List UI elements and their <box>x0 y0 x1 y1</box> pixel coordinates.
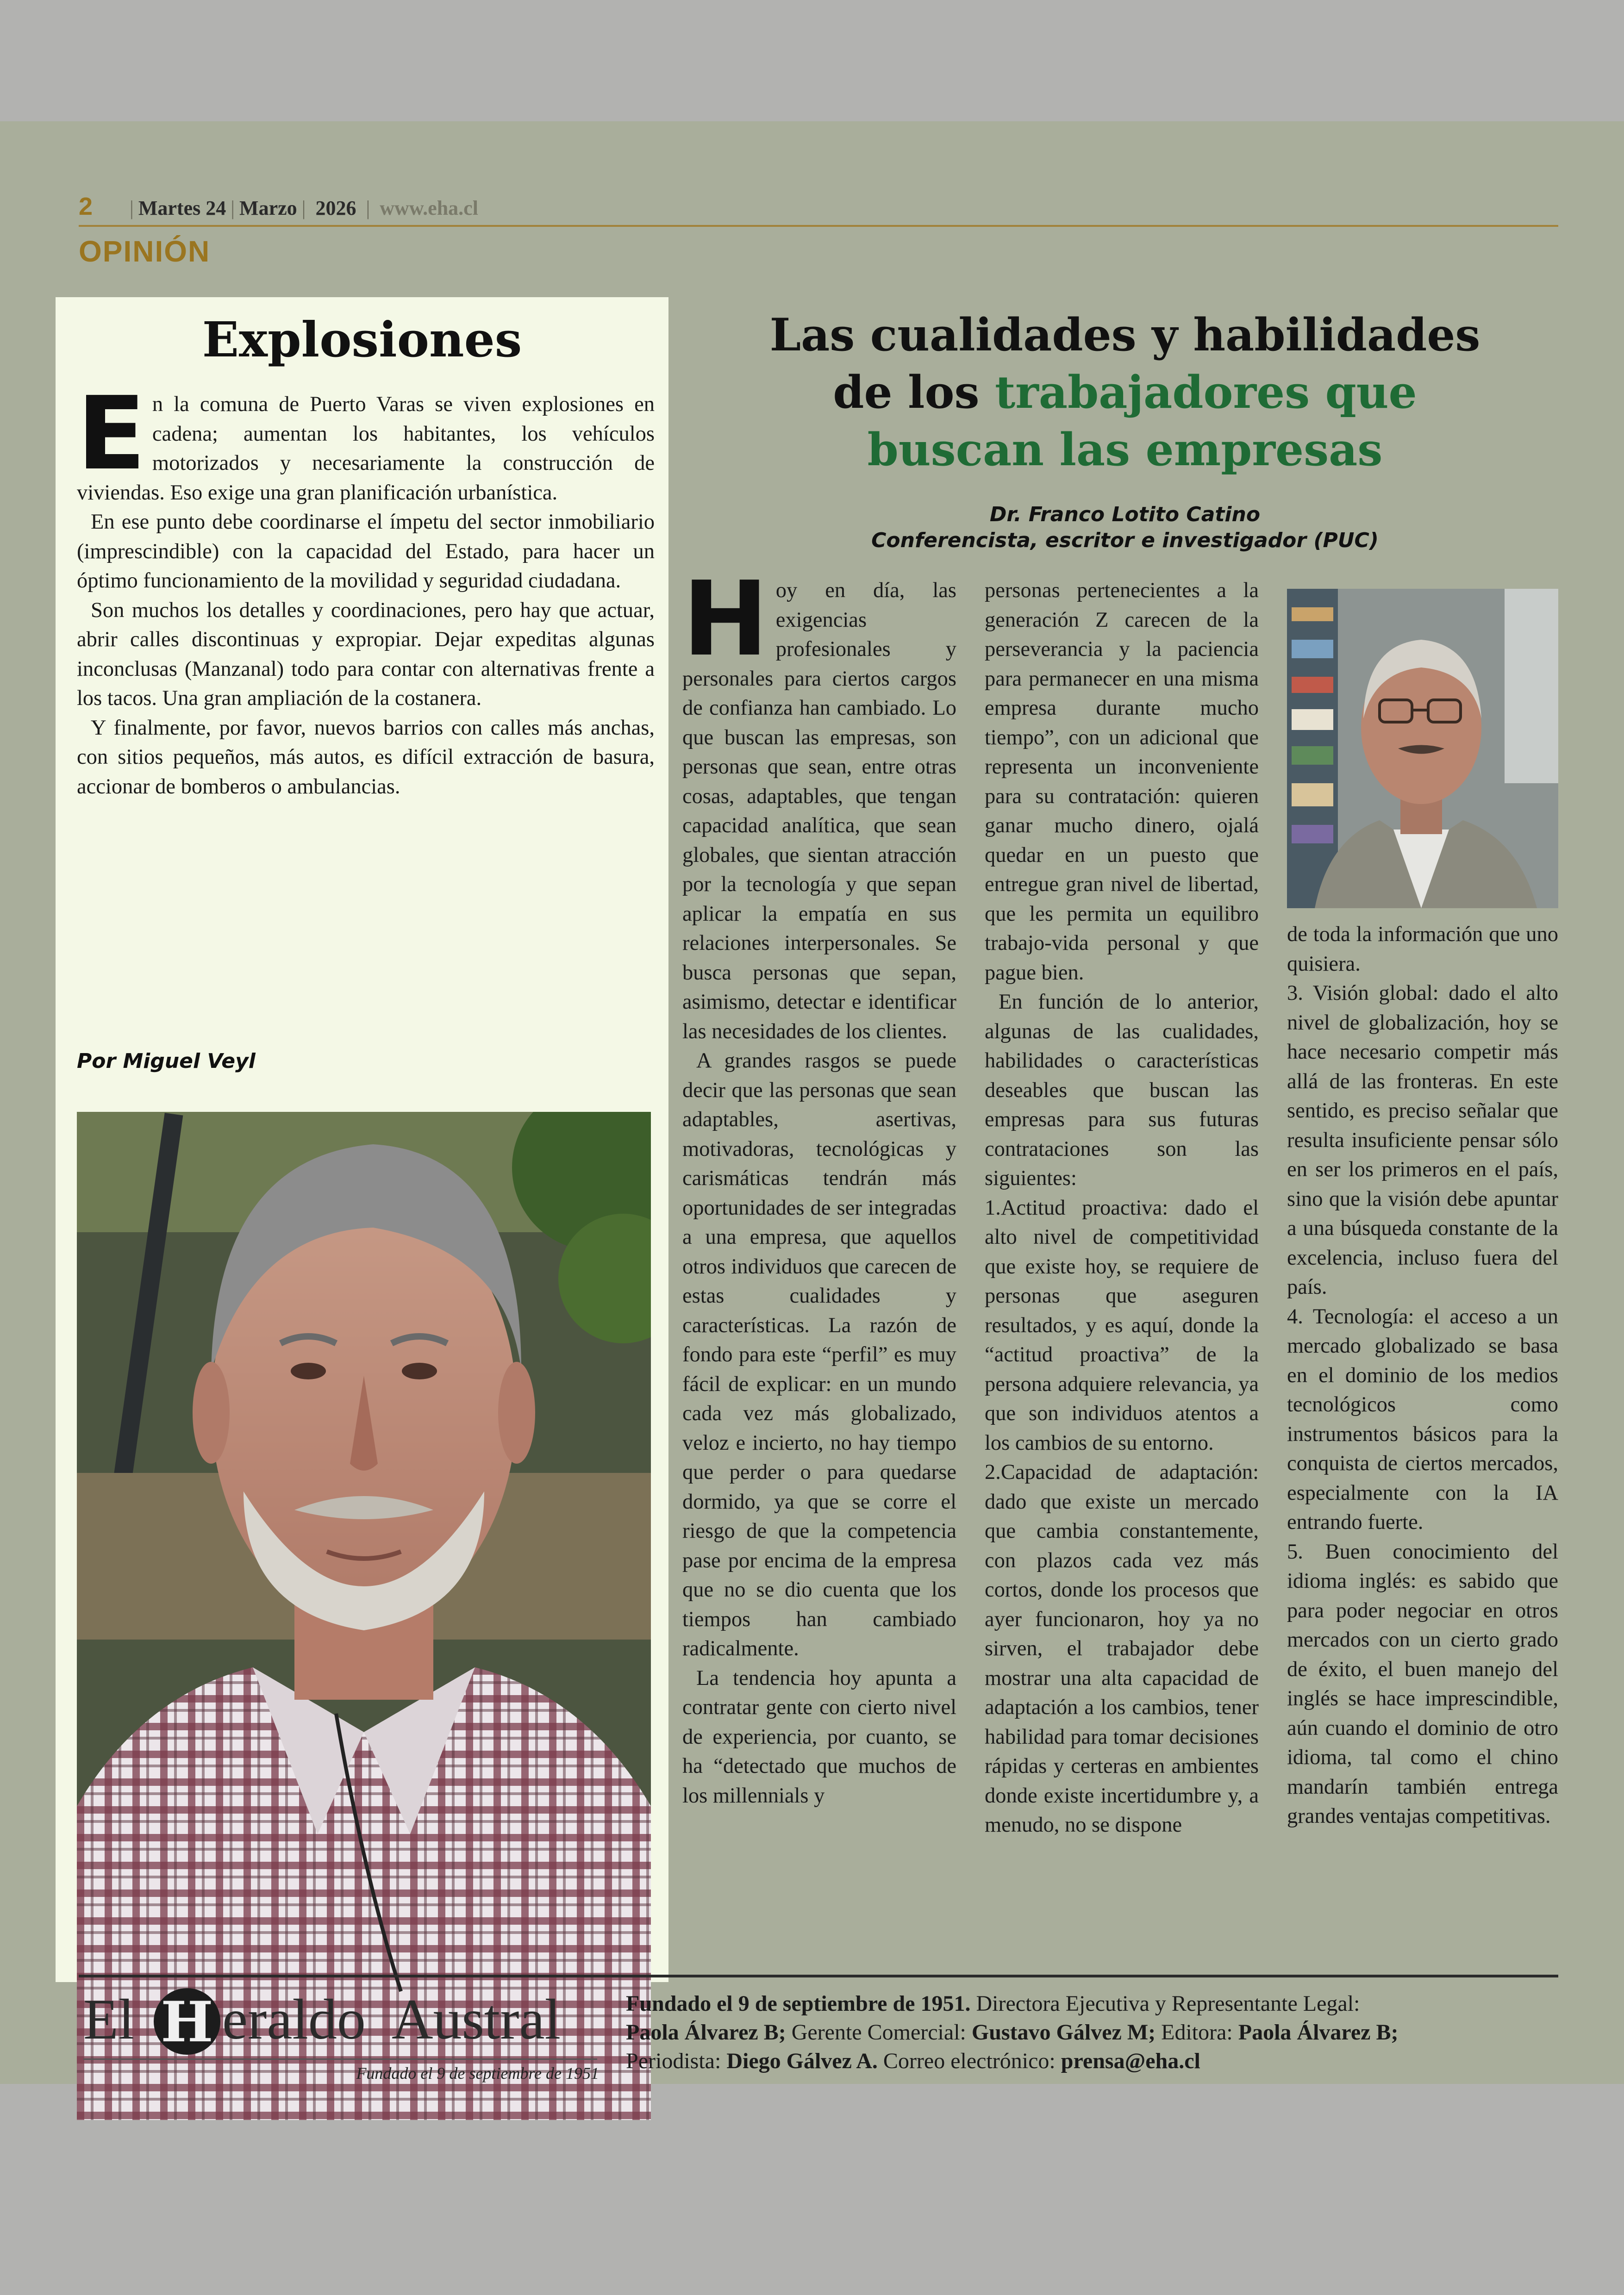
right-article-author <box>685 502 1565 554</box>
left-article-paragraph: En la comuna de Puerto Varas se viven explosiones en cadena; aumentan los habitantes, los vehículos motorizados y necesariamente la construcción de viviendas. Eso exige una gran planificación urbanística. <box>77 375 655 505</box>
right-article-column-3 <box>1287 920 1558 1831</box>
email-label: Correo electrónico: <box>883 2049 1056 2073</box>
left-article-paragraph: Son muchos los detalles y coordinaciones, pero hay que actuar, abrir calles discontinuas y expropiar. Dejar expeditas algunas inconclusas (Manzanal) todo para contar con alternativas frente a los tacos. Una gran ampliación de la costanera. <box>77 598 655 710</box>
footer-credits <box>626 1989 1566 2076</box>
header-website-link[interactable]: www.eha.cl <box>380 197 478 219</box>
logo-eraldo: eraldo <box>222 1988 366 2051</box>
logo-subtitle: Fundado el 9 de septiembre de 1951 <box>356 2064 599 2083</box>
author-photo-miguel-veyl <box>77 1112 651 2120</box>
article-paragraph: En función de lo anterior, algunas de las cualidades, habilidades o características deseables que buscan las empresas para sus futuras contrataciones son las siguientes: <box>985 990 1259 1190</box>
manager-name: Gustavo Gálvez M; <box>971 2020 1156 2045</box>
left-article-paragraph: Y finalmente, por favor, nuevos barrios con calles más anchas, con sitios pequeños, más autos, es difícil extracción de basura, accionar de bomberos o ambulancias. <box>77 716 655 798</box>
header-divider <box>79 225 1558 227</box>
article-paragraph: 3. Visión global: dado el alto nivel de globalización, hoy se hace necesario competir más allá de las fronteras. En este sentido, es preciso señalar que resulta insuficiente pensar sólo en ser los primeros en el país, sino que la visión debe apuntar a una búsqueda constante de la excelencia, incluso fuera del país. <box>1287 981 1558 1299</box>
author-role: Conferencista, escritor e investigador (PUC) <box>871 529 1379 552</box>
left-article <box>56 297 668 1982</box>
logo-austral: Austral <box>392 1988 561 2051</box>
logo-h: H <box>161 1989 213 2055</box>
journalist-label: Periodista: <box>626 2049 721 2073</box>
drop-cap: E <box>77 375 146 493</box>
left-article-body <box>77 375 655 801</box>
email-link[interactable]: prensa@eha.cl <box>1061 2049 1200 2073</box>
article-paragraph: A grandes rasgos se puede decir que las personas que sean adaptables, asertivas, motivadoras, tecnológicas y carismáticas tendrán más oportunidades de ser integradas a una empresa, que aquellos otros individuos que carecen de estas cualidades y características. La razón de fondo para este “perfil” es muy fácil de explicar: en un mundo cada vez más globalizado, veloz e incierto, no hay tiempo que perder o para quedarse dormido, ya que se corre el riesgo de que la competencia pase por encima de la empresa que no se dio cuenta que los tiempos han cambiado radicalmente. <box>682 1049 956 1660</box>
page-header: 2 | Martes 24 | Marzo | 2026 | www.eha.cl <box>79 193 478 220</box>
editor-label: Editora: <box>1161 2020 1233 2045</box>
left-article-paragraph: En ese punto debe coordinarse el ímpetu del sector inmobiliario (imprescindible) con la capacidad del Estado, para hacer un óptimo funcionamiento de la movilidad y seguridad ciudadana. <box>77 510 655 592</box>
drop-cap: H <box>682 560 768 679</box>
page-number: 2 <box>79 193 93 220</box>
journalist-name: Diego Gálvez A. <box>726 2049 878 2073</box>
director-name: Paola Álvarez B; <box>626 2020 786 2045</box>
author-photo-franco-lotito <box>1287 589 1558 908</box>
right-article-column-2 <box>985 576 1259 1840</box>
article-paragraph: personas pertenecientes a la generación Z carecen de la perseverancia y la paciencia para permanecer en una misma empresa durante mucho tiempo”, con un adicional que representa un inconveniente para su contratación: quieren ganar mucho dinero, ojalá quedar en un puesto que entregue gran nivel de libertad, que les permita un equilibro trabajo-vida personal y que pague bien. <box>985 579 1259 985</box>
left-article-byline: Por Miguel Veyl <box>77 1049 256 1073</box>
masthead-logo <box>83 1987 597 2056</box>
header-date-day: Martes 24 <box>138 197 226 219</box>
right-article-column-1 <box>682 560 956 1810</box>
section-title: OPINIÓN <box>79 235 211 268</box>
founded-text: Fundado el 9 de septiembre de 1951. <box>626 1991 971 2016</box>
article-paragraph: La tendencia hoy apunta a contratar gente con cierto nivel de experiencia, por cuanto, se ha “detectado que muchos de los millennials y <box>682 1666 956 1808</box>
logo-underline <box>83 2058 597 2060</box>
article-paragraph: 1.Actitud proactiva: dado el alto nivel de competitividad que existe hoy, se requiere de personas que aseguren resultados, y es aquí, donde la “actitud proactiva” de la persona adquiere relevancia, ya que son individuos atentos a los cambios de su entorno. <box>985 1196 1259 1455</box>
editor-name: Paola Álvarez B; <box>1238 2020 1399 2045</box>
article-paragraph: 4. Tecnología: el acceso a un mercado globalizado se basa en el dominio de los medios tecnológicos como instrumentos básicos para la conquista de ciertos mercados, especialmente con la IA entrando fuerte. <box>1287 1304 1558 1534</box>
article-paragraph: Hoy en día, las exigencias profesionales y personales para ciertos cargos de confianza han cambiado. Lo que buscan las empresas, son personas que sean, entre otras cosas, adaptables, que tengan capacidad analítica, que sean globales, que sientan atracción por la tecnología y que sepan aplicar la empatía en sus relaciones interpersonales. Se busca personas que sepan, asimismo, detectar e identificar las necesidades de los clientes. <box>682 560 956 1043</box>
footer-divider <box>79 1975 1558 1977</box>
article-paragraph: 2.Capacidad de adaptación: dado que existe un mercado que cambia constantemente, con plazos cada vez más cortos, donde los procesos que ayer funcionaron, hoy ya no sirven, el trabajador debe mostrar una alta capacidad de adaptación a los cambios, tener habilidad para tomar decisiones rápidas y certeras en ambientes donde existe incertidumbre y, a menudo, no se dispone <box>985 1460 1259 1837</box>
newspaper-page <box>0 121 1624 2084</box>
header-date-month: Marzo <box>239 197 297 219</box>
logo-el: El <box>83 1988 135 2051</box>
right-article-title: Las cualidades y habilidades de los trabajadores que buscan las empresas <box>769 309 1480 476</box>
article-paragraph: de toda la información que uno quisiera. <box>1287 923 1558 976</box>
article-paragraph: 5. Buen conocimiento del idioma inglés: es sabido que para poder negociar en otros mercados con un cierto grado de éxito, el buen manejo del inglés se hace imprescindible, aún cuando el dominio de otro idioma, tal como el chino mandarín también entrega grandes ventajas competitivas. <box>1287 1540 1558 1828</box>
manager-label: Gerente Comercial: <box>791 2020 966 2045</box>
left-article-title: Explosiones <box>202 311 522 368</box>
header-date-year: 2026 <box>315 197 356 219</box>
director-label: Directora Ejecutiva y Representante Legal: <box>976 1991 1360 2016</box>
author-name: Dr. Franco Lotito Catino <box>989 503 1261 526</box>
